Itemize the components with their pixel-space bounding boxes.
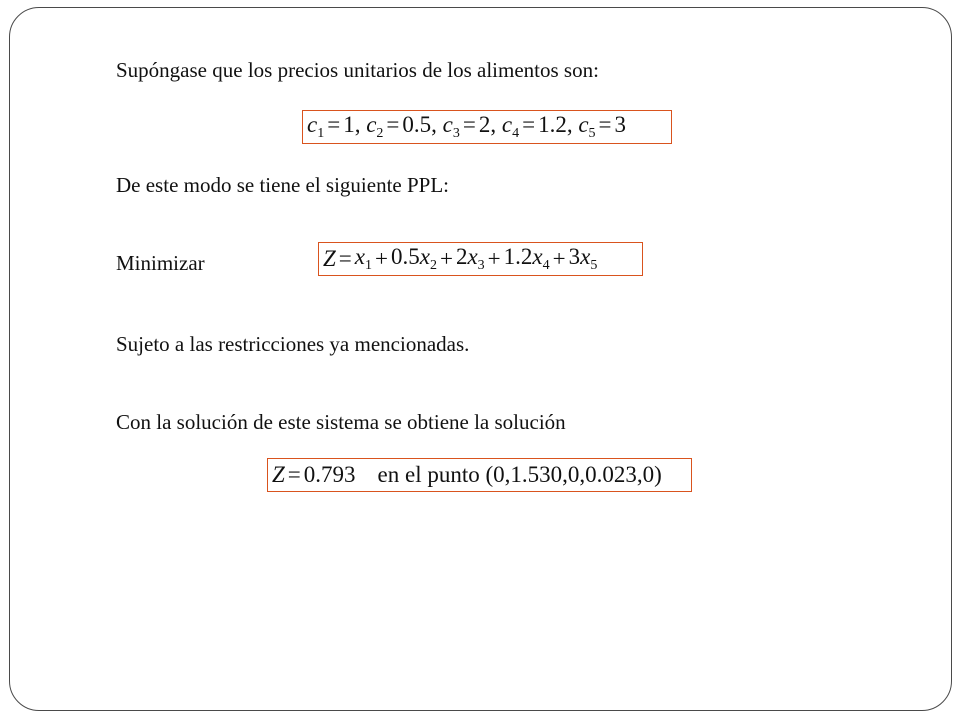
term-x4: $1.2x_4$ (503, 244, 550, 273)
term-x3: $2x_3$ (455, 244, 485, 273)
price-c4: $c_4 = 1.2$, (501, 112, 579, 141)
term-x5: $3x_5$ (568, 244, 598, 273)
objective-lhs: Z (323, 246, 336, 271)
ppl-intro-text: De este modo se tiene el siguiente PPL: (116, 173, 450, 197)
solution-point: (0,1.530,0,0.023,0) (485, 462, 662, 487)
price-c1: $c_1 = 1$, (307, 112, 367, 141)
solution-equation: Z = 0.793 en el punto (0,1.530,0,0.023,0) (267, 458, 692, 492)
price-c5: $c_5 = 3$ (578, 112, 627, 141)
term-x2: $0.5x_2$ (390, 244, 437, 273)
slide-frame (9, 7, 952, 711)
constraints-text: Sujeto a las restricciones ya mencionadas. (116, 332, 470, 356)
solution-value: 0.793 (303, 462, 356, 487)
term-x1: $x_1$ (354, 244, 372, 273)
objective-function: Z = $x_1$ + $0.5x_2$ + $2x_3$ + $1.2x_4$ + $3x_5$ (318, 242, 643, 276)
solution-lhs: Z (272, 462, 285, 487)
price-c2: $c_2 = 0.5$, (366, 112, 443, 141)
solution-intro-text: Con la solución de este sistema se obtiene la solución (116, 410, 566, 434)
intro-text: Supóngase que los precios unitarios de los alimentos son: (116, 58, 599, 82)
minimize-label: Minimizar (116, 251, 205, 275)
price-c3: $c_3 = 2$, (442, 112, 502, 141)
prices-equation (302, 110, 672, 144)
solution-point-label: en el punto (377, 462, 480, 487)
